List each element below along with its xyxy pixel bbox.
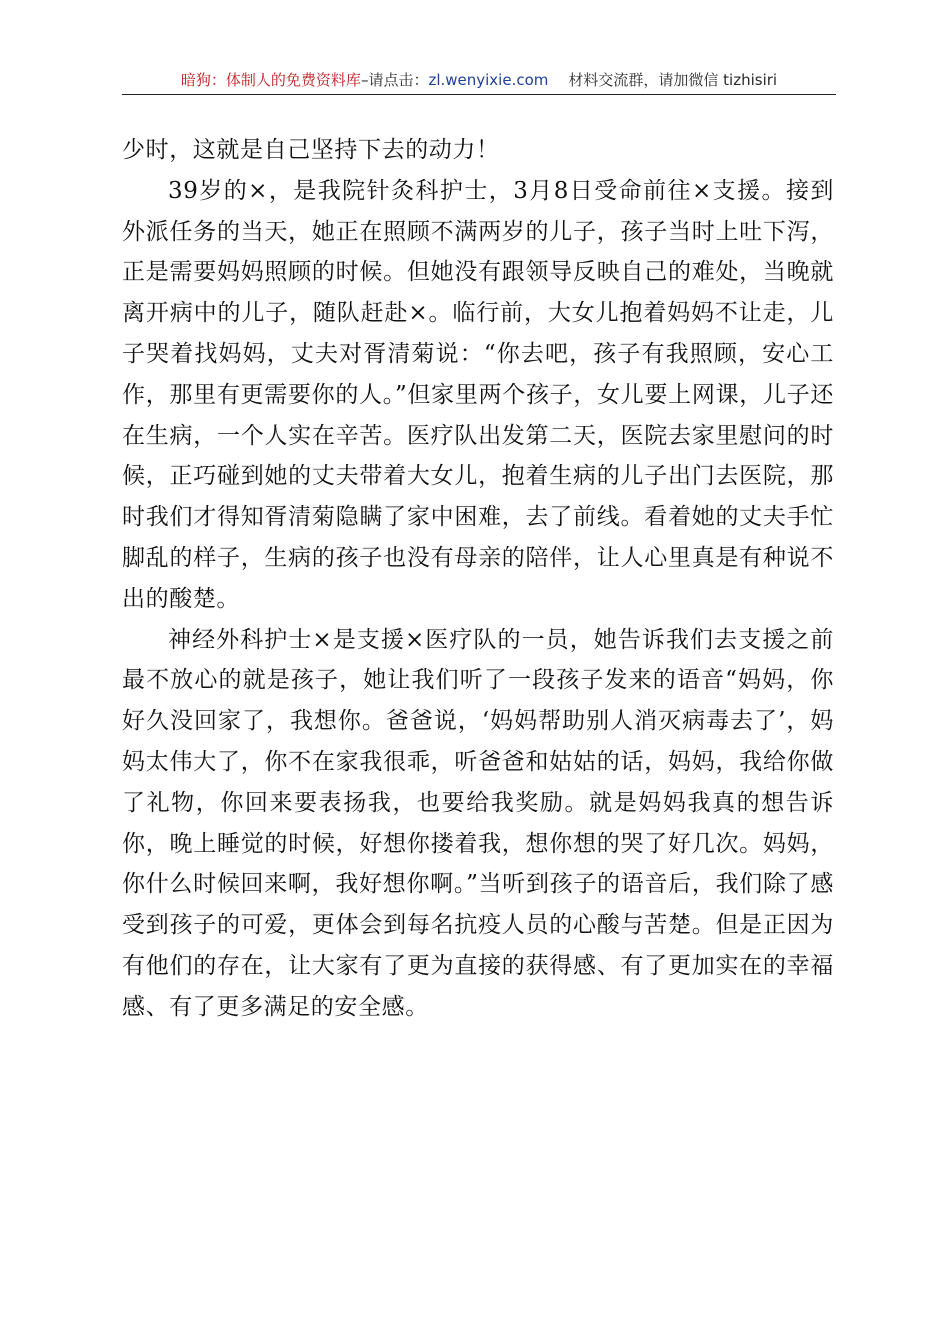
paragraph-continuation: 少时，这就是自己坚持下去的动力！	[122, 137, 500, 163]
document-body	[122, 130, 834, 1028]
page-header	[122, 66, 836, 95]
paragraph: 39岁的×，是我院针灸科护士，3月8日受命前往×支援。接到外派任务的当天，她正在照顾不满两岁的儿子，孩子当时上吐下泻，正是需要妈妈照顾的时候。但她没有跟领导反映自己的难处，当晚就离开病中的儿子，随队赶赴×。临行前，大女儿抱着妈妈不让走，儿子哭着找妈妈，丈夫对胥清菊说：“你去吧，孩子有我照顾，安心工作，那里有更需要你的人。”但家里两个孩子，女儿要上网课，儿子还在生病，一个人实在辛苦。医疗队出发第二天，医院去家里慰问的时候，正巧碰到她的丈夫带着大女儿，抱着生病的儿子出门去医院，那时我们才得知胥清菊隐瞒了家中困难，去了前线。看着她的丈夫手忙脚乱的样子，生病的孩子也没有母亲的陪伴，让人心里真是有种说不出的酸楚。	[122, 177, 834, 612]
header-click-prompt: –请点击：	[360, 71, 429, 89]
header-brand: 暗狗：体制人的免费资料库	[180, 71, 361, 89]
paragraph: 神经外科护士×是支援×医疗队的一员，她告诉我们去支援之前最不放心的就是孩子，她让我们听了一段孩子发来的语音“妈妈，你好久没回家了，我想你。爸爸说，‘妈妈帮助别人消灭病毒去了’，妈妈太伟大了，你不在家我很乖，听爸爸和姑姑的话，妈妈，我给你做了礼物，你回来要表扬我，也要给我奖励。就是妈妈我真的想告诉你，晚上睡觉的时候，好想你搂着我，想你想的哭了好几次。妈妈，你什么时候回来啊，我好想你啊。”当听到孩子的语音后，我们除了感受到孩子的可爱，更体会到每名抗疫人员的心酸与苦楚。但是正因为有他们的存在，让大家有了更为直接的获得感、有了更加实在的幸福感、有了更多满足的安全感。	[122, 626, 834, 1020]
header-group-note: 材料交流群，请加微信 tizhisiri	[568, 71, 778, 89]
header-url-link[interactable]: zl.wenyixie.com	[428, 71, 549, 89]
